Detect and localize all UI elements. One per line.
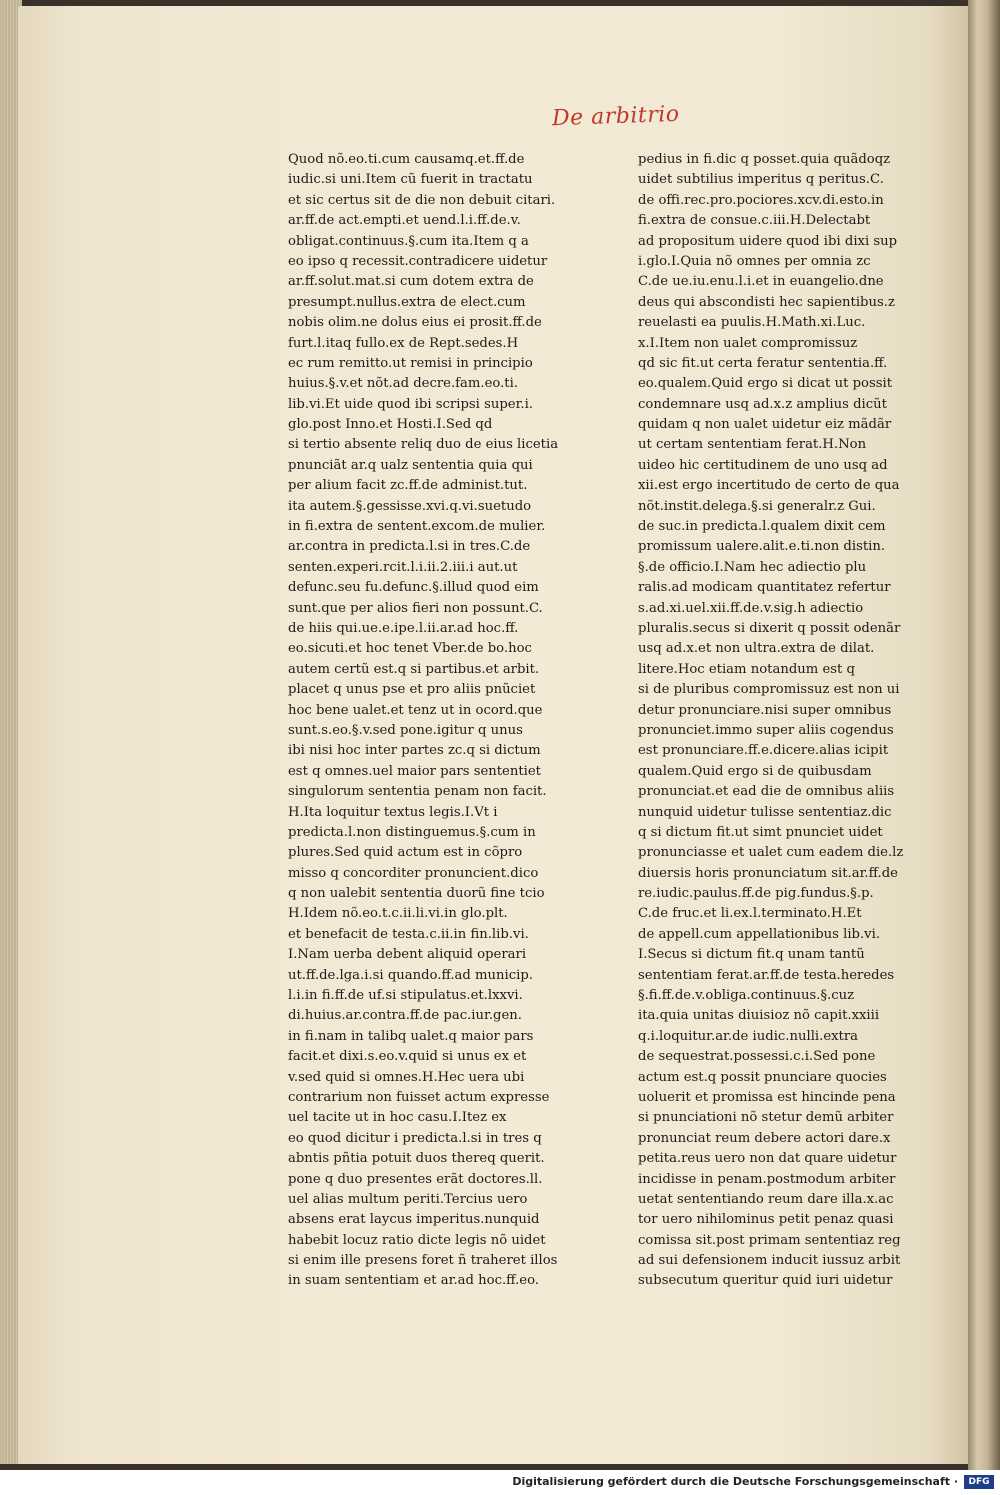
text-line: pone q duo presentes erãt doctores.ll. (288, 1171, 543, 1187)
text-line: et benefacit de testa.c.ii.in fin.lib.vi. (288, 926, 529, 942)
text-line: placet q unus pse et pro aliis pnũciet (288, 682, 536, 698)
text-line: est pronunciare.ff.e.dicere.alias icipit (638, 743, 889, 759)
text-line: eo quod dicitur i predicta.l.si in tres q (288, 1130, 542, 1146)
text-line: I.Nam uerba debent aliquid operari (288, 947, 527, 963)
text-line: promissum ualere.alit.e.ti.non distin. (638, 539, 886, 555)
text-line: incidisse in penam.postmodum arbiter (638, 1171, 896, 1187)
text-line: pronunciet.immo super aliis cogendus (638, 722, 894, 738)
text-line: x.I.Item non ualet compromissuz (638, 335, 858, 351)
text-line: ad propositum uidere quod ibi dixi sup (638, 233, 898, 249)
text-line: ut certam sententiam ferat.H.Non (638, 437, 867, 453)
text-line: §.de officio.I.Nam hec adiectio plu (638, 559, 867, 575)
text-line: est q omnes.uel maior pars sententiet (288, 763, 541, 779)
text-line: predicta.l.non distinguemus.§.cum in (288, 824, 536, 840)
text-line: fi.extra de consue.c.iii.H.Delectabt (638, 213, 871, 229)
text-line: uetat sententiando reum dare illa.x.ac (638, 1191, 894, 1207)
text-line: quidam q non ualet uidetur eiz mãdãr (638, 417, 892, 433)
text-line: H.Idem nõ.eo.t.c.ii.li.vi.in glo.plt. (288, 906, 508, 922)
text-line: tor uero nihilominus petit penaz quasi (638, 1212, 894, 1228)
text-line: I.Secus si dictum fit.q unam tantũ (638, 947, 865, 963)
text-line: xii.est ergo incertitudo de certo de qua (638, 478, 900, 494)
text-line: s.ad.xi.uel.xii.ff.de.v.sig.h adiectio (638, 600, 864, 616)
text-line: sententiam ferat.ar.ff.de testa.heredes (638, 967, 895, 983)
text-line: ita.quia unitas diuisioz nõ capit.xxiii (638, 1008, 880, 1024)
text-line: actum est.q possit pnunciare quocies (638, 1069, 887, 1085)
text-line: de hiis qui.ue.e.ipe.l.ii.ar.ad hoc.ff. (288, 620, 519, 636)
text-line: obligat.continuus.§.cum ita.Item q a (288, 233, 529, 249)
text-line: comissa sit.post primam sententiaz reg (638, 1232, 901, 1248)
text-line: pluralis.secus si dixerit q possit odenãr (638, 620, 901, 636)
text-line: in suam sententiam et ar.ad hoc.ff.eo. (288, 1273, 539, 1289)
text-line: reuelasti ea puulis.H.Math.xi.Luc. (638, 315, 866, 331)
text-line: di.huius.ar.contra.ff.de pac.iur.gen. (288, 1008, 522, 1024)
text-line: autem certũ est.q si partibus.et arbit. (288, 661, 540, 677)
text-line: habebit locuz ratio dicte legis nõ uidet (288, 1232, 546, 1248)
text-line: pedius in fi.dic q posset.quia quãdoqz (638, 152, 891, 167)
text-line: nunquid uidetur tulisse sententiaz.dic (638, 804, 892, 820)
text-line: litere.Hoc etiam notandum est q (638, 661, 855, 677)
text-line: ec rum remitto.ut remisi in principio (288, 355, 533, 371)
text-line: pronunciat reum debere actori dare.x (638, 1130, 891, 1146)
text-line: H.Ita loquitur textus legis.I.Vt i (288, 804, 498, 820)
page-stack-right (968, 0, 1000, 1470)
text-line: per alium facit zc.ff.de administ.tut. (288, 478, 528, 494)
text-line: senten.experi.rcit.l.i.ii.2.iii.i aut.ut (288, 559, 518, 575)
text-line: plures.Sed quid actum est in cõpro (288, 845, 523, 861)
text-line: deus qui abscondisti hec sapientibus.z (638, 294, 895, 310)
text-column-left (288, 150, 560, 1292)
text-line: uel tacite ut in hoc casu.I.Itez ex (288, 1110, 507, 1126)
text-line: re.iudic.paulus.ff.de pig.fundus.§.p. (638, 886, 874, 902)
text-line: qualem.Quid ergo si de quibusdam (638, 763, 872, 779)
text-line: ut.ff.de.lga.i.si quando.ff.ad municip. (288, 967, 533, 983)
text-line: absens erat laycus imperitus.nunquid (288, 1212, 540, 1228)
text-line: uel alias multum periti.Tercius uero (288, 1191, 528, 1207)
text-line: iudic.si uni.Item cũ fuerit in tractatu (288, 172, 533, 188)
text-line: si pnunciationi nõ stetur demũ arbiter (638, 1110, 894, 1126)
text-line: singulorum sententia penam non facit. (288, 784, 547, 800)
text-line: furt.l.itaq fullo.ex de Rept.sedes.H (288, 335, 519, 351)
text-line: abntis pñtia potuit duos thereq querit. (288, 1151, 545, 1167)
text-line: eo.sicuti.et hoc tenet Vber.de bo.hoc (288, 641, 532, 657)
text-line: si enim ille presens foret ñ traheret illos (288, 1253, 558, 1269)
text-line: petita.reus uero non dat quare uidetur (638, 1151, 897, 1167)
text-line: C.de fruc.et li.ex.l.terminato.H.Et (638, 906, 862, 922)
text-line: sunt.s.eo.§.v.sed pone.igitur q unus (288, 722, 523, 738)
text-line: usq ad.x.et non ultra.extra de dilat. (638, 641, 875, 657)
text-line: condemnare usq ad.x.z amplius dicũt (638, 396, 887, 412)
footer-credit: Digitalisierung gefördert durch die Deutsche Forschungsgemeinschaft · (512, 1475, 958, 1488)
text-line: nobis olim.ne dolus eius ei prosit.ff.de (288, 315, 542, 331)
text-line: facit.et dixi.s.eo.v.quid si unus ex et (288, 1049, 527, 1065)
text-line: ibi nisi hoc inter partes zc.q si dictum (288, 743, 541, 759)
text-line: subsecutum queritur quid iuri uidetur (638, 1273, 893, 1289)
text-line: uidet subtilius imperitus q peritus.C. (638, 172, 884, 188)
dfg-logo: DFG (964, 1475, 994, 1489)
text-line: §.fi.ff.de.v.obliga.continuus.§.cuz (638, 988, 855, 1004)
text-line: si tertio absente reliq duo de eius licetia (288, 437, 559, 453)
text-line: q non ualebit sententia duorũ fine tcio (288, 886, 545, 902)
text-line: ar.ff.solut.mat.si cum dotem extra de (288, 274, 534, 290)
text-line: i.glo.I.Quia nõ omnes per omnia zc (638, 253, 871, 269)
text-line: eo ipso q recessit.contradicere uidetur (288, 253, 548, 269)
text-line: presumpt.nullus.extra de elect.cum (288, 294, 526, 310)
text-line: q si dictum fit.ut simt pnunciet uidet (638, 824, 883, 840)
text-line: de sequestrat.possessi.c.i.Sed pone (638, 1049, 876, 1065)
text-line: q.i.loquitur.ar.de iudic.nulli.extra (638, 1028, 859, 1044)
text-line: hoc bene ualet.et tenz ut in ocord.que (288, 702, 543, 718)
text-line: uoluerit et promissa est hincinde pena (638, 1089, 896, 1105)
text-line: sunt.que per alios fieri non possunt.C. (288, 600, 543, 616)
text-line: detur pronunciare.nisi super omnibus (638, 702, 892, 718)
text-line: Quod nõ.eo.ti.cum causamq.et.ff.de (288, 152, 525, 167)
text-line: nõt.instit.delega.§.si generalr.z Gui. (638, 498, 876, 514)
text-line: glo.post Inno.et Hosti.I.Sed qd (288, 417, 493, 433)
text-line: ar.contra in predicta.l.si in tres.C.de (288, 539, 531, 555)
text-line: ar.ff.de act.empti.et uend.l.i.ff.de.v. (288, 213, 521, 229)
text-line: et sic certus sit de die non debuit citari. (288, 192, 556, 208)
text-line: contrarium non fuisset actum expresse (288, 1089, 550, 1105)
text-line: ralis.ad modicam quantitatez refertur (638, 580, 891, 596)
text-line: C.de ue.iu.enu.l.i.et in euangelio.dne (638, 274, 884, 290)
text-line: pronunciat.et ead die de omnibus aliis (638, 784, 895, 800)
text-line: de suc.in predicta.l.qualem dixit cem (638, 519, 886, 535)
text-line: defunc.seu fu.defunc.§.illud quod eim (288, 580, 539, 596)
text-line: pronunciasse et ualet cum eadem die.lz (638, 845, 904, 861)
text-line: v.sed quid si omnes.H.Hec uera ubi (288, 1069, 525, 1085)
text-line: in fi.extra de sentent.excom.de mulier. (288, 519, 546, 535)
text-line: diuersis horis pronunciatum sit.ar.ff.de (638, 865, 898, 881)
text-line: huius.§.v.et nõt.ad decre.fam.eo.ti. (288, 376, 519, 392)
text-line: eo.qualem.Quid ergo si dicat ut possit (638, 376, 893, 392)
text-line: ita autem.§.gessisse.xvi.q.vi.suetudo (288, 498, 532, 514)
text-line: de offi.rec.pro.pociores.xcv.di.esto.in (638, 192, 884, 208)
footer-bar (0, 1470, 1000, 1495)
text-line: de appell.cum appellationibus lib.vi. (638, 926, 881, 942)
text-line: si de pluribus compromissuz est non ui (638, 682, 900, 698)
text-column-right (638, 150, 910, 1292)
text-line: pnunciãt ar.q ualz sententia quia qui (288, 457, 533, 473)
text-line: ad sui defensionem inducit iussuz arbit (638, 1253, 901, 1269)
text-line: uideo hic certitudinem de uno usq ad (638, 457, 888, 473)
running-header: De arbitrio (551, 101, 680, 132)
text-line: qd sic fit.ut certa feratur sententia.ff. (638, 355, 888, 371)
text-line: lib.vi.Et uide quod ibi scripsi super.i. (288, 396, 534, 412)
text-line: l.i.in fi.ff.de uf.si stipulatus.et.lxxvi. (288, 988, 523, 1004)
text-line: misso q concorditer pronuncient.dico (288, 865, 539, 881)
text-line: in fi.nam in talibq ualet.q maior pars (288, 1028, 534, 1044)
